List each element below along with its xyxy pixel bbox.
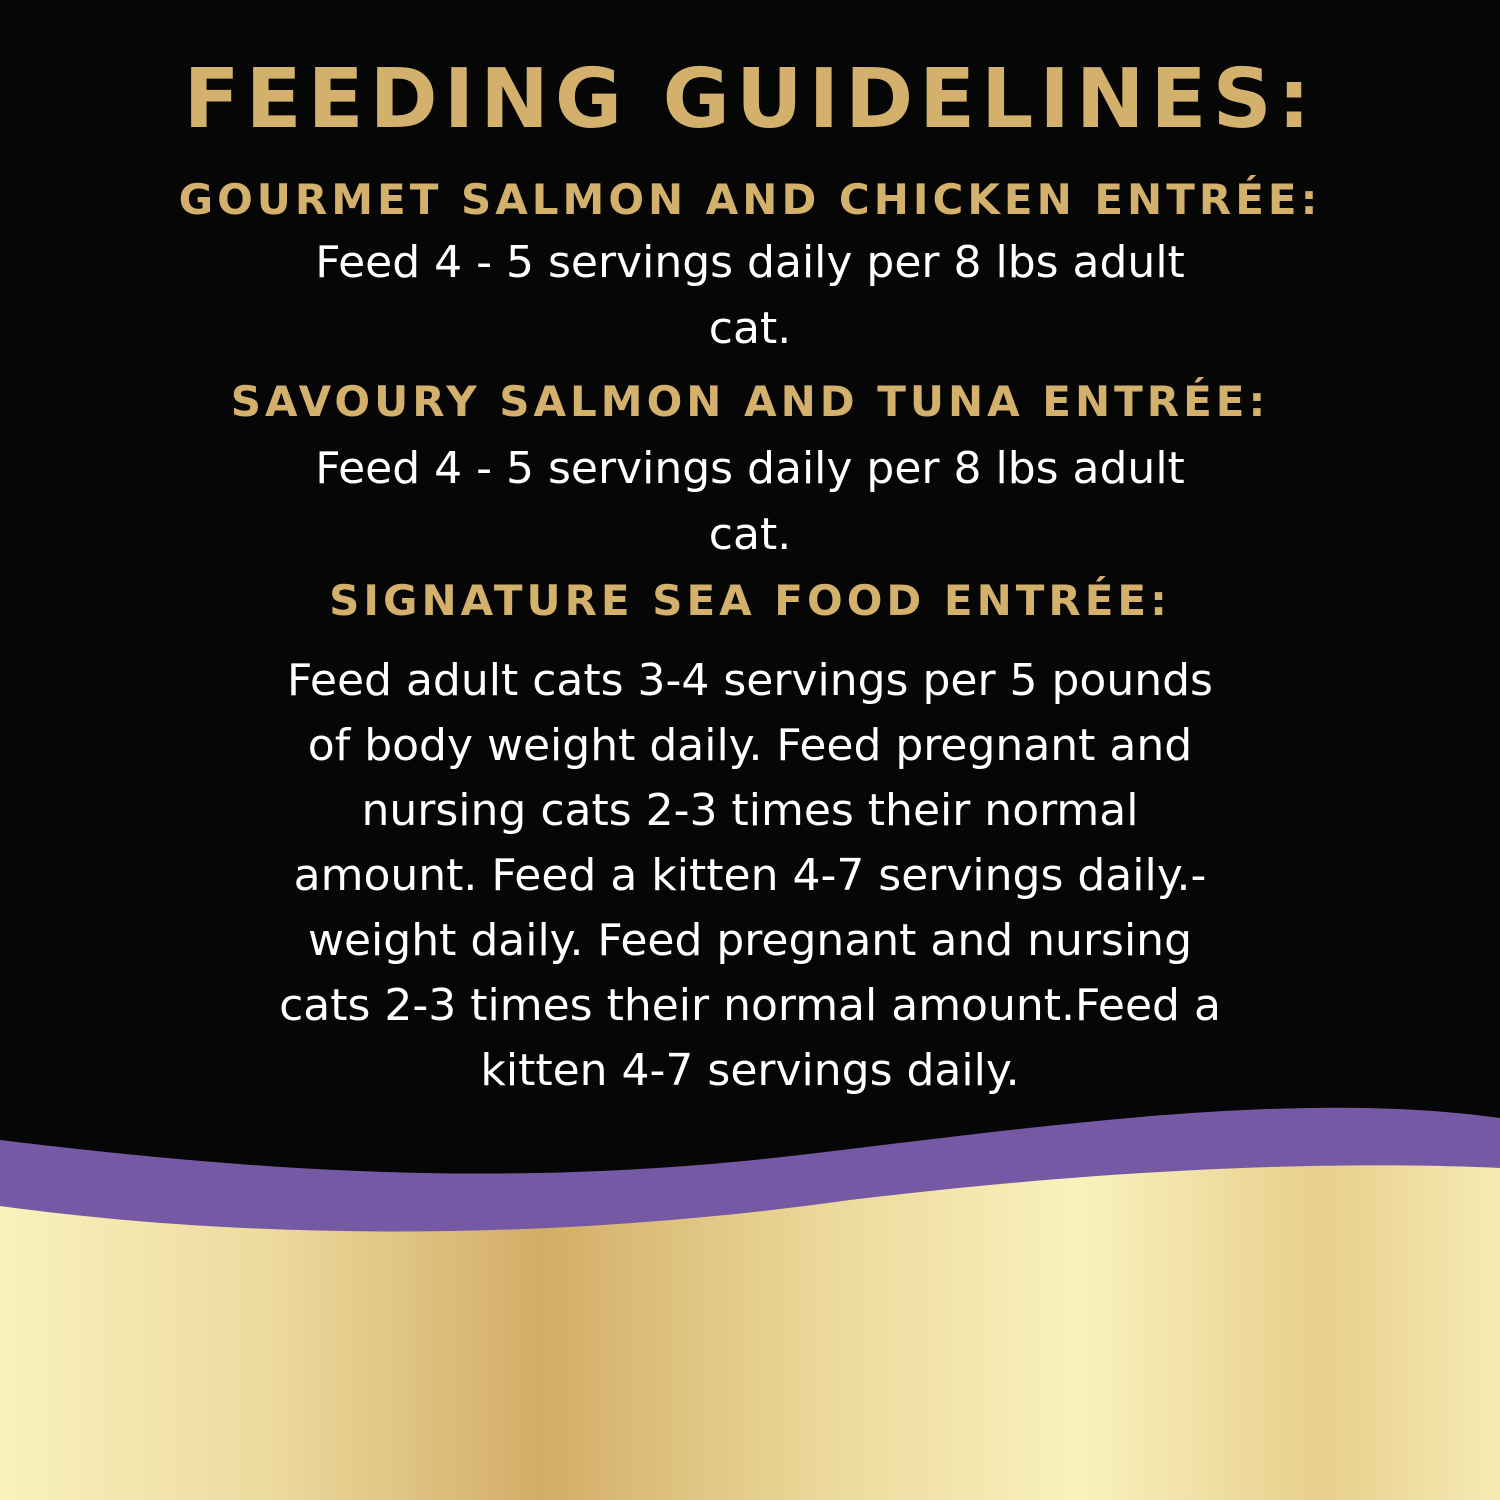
section-text-signature-line-1: Feed adult cats 3-4 servings per 5 pounds bbox=[287, 655, 1213, 706]
section-text-savoury-line-2: cat. bbox=[708, 509, 792, 560]
section-text-signature-line-5: weight daily. Feed pregnant and nursing bbox=[308, 915, 1192, 966]
section-text-signature-line-6: cats 2-3 times their normal amount.Feed a bbox=[279, 980, 1221, 1031]
decorative-wave-footer bbox=[0, 1080, 1500, 1500]
section-text-signature-line-2: of body weight daily. Feed pregnant and bbox=[307, 720, 1193, 771]
section-text-signature-line-4: amount. Feed a kitten 4-7 servings daily.- bbox=[293, 850, 1207, 901]
section-heading-savoury: SAVOURY SALMON AND TUNA ENTRÉE: bbox=[230, 377, 1270, 426]
section-heading-signature: SIGNATURE SEA FOOD ENTRÉE: bbox=[329, 576, 1171, 625]
section-text-gourmet-line-1: Feed 4 - 5 servings daily per 8 lbs adult bbox=[315, 237, 1185, 288]
section-text-signature-line-3: nursing cats 2-3 times their normal bbox=[361, 785, 1139, 836]
section-text-gourmet-line-2: cat. bbox=[708, 303, 792, 354]
section-heading-gourmet: GOURMET SALMON AND CHICKEN ENTRÉE: bbox=[178, 175, 1322, 224]
section-text-savoury-line-1: Feed 4 - 5 servings daily per 8 lbs adult bbox=[315, 443, 1185, 494]
section-text-signature-line-7: kitten 4-7 servings daily. bbox=[480, 1045, 1020, 1096]
page-title: FEEDING GUIDELINES: bbox=[183, 52, 1317, 147]
